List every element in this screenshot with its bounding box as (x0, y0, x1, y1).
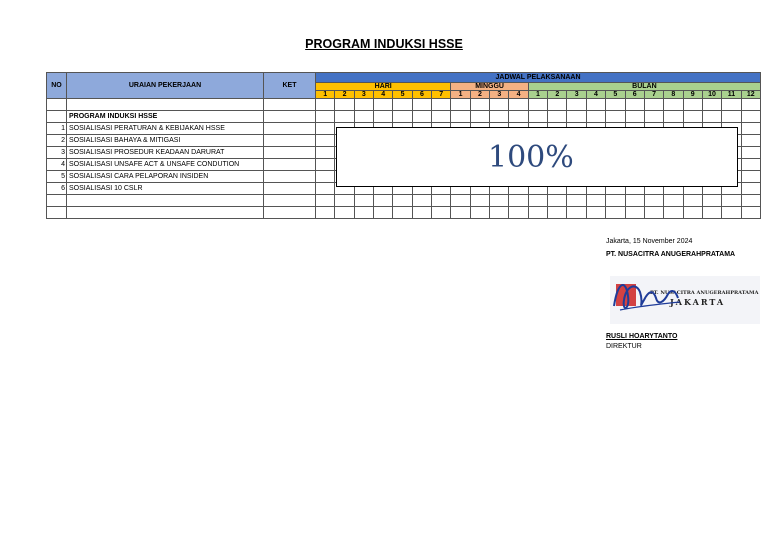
bulan-number: 7 (644, 91, 663, 99)
schedule-cell (567, 195, 586, 207)
row-description: SOSIALISASI UNSAFE ACT & UNSAFE CONDUTION (67, 159, 264, 171)
row-description: SOSIALISASI 10 CSLR (67, 183, 264, 195)
row-number (47, 207, 67, 219)
bulan-number: 9 (683, 91, 702, 99)
svg-text:PT. NUSACITRA ANUGERAHPRATAMA: PT. NUSACITRA ANUGERAHPRATAMA (650, 290, 759, 296)
schedule-cell (509, 207, 528, 219)
schedule-cell (644, 195, 663, 207)
schedule-cell (664, 195, 683, 207)
schedule-cell (393, 207, 412, 219)
blank-row (47, 195, 761, 207)
schedule-cell (412, 207, 431, 219)
schedule-cell (741, 147, 761, 159)
schedule-cell (702, 195, 721, 207)
schedule-cell (470, 99, 489, 111)
bulan-number: 2 (548, 91, 567, 99)
schedule-cell (432, 195, 451, 207)
row-ket (264, 195, 316, 207)
row-ket (264, 147, 316, 159)
row-description (67, 207, 264, 219)
header-no: NO (47, 73, 67, 99)
signature-company: PT. NUSACITRA ANUGERAHPRATAMA (606, 251, 736, 258)
completion-percentage: 100% (488, 140, 574, 175)
schedule-cell (528, 195, 547, 207)
row-description: SOSIALISASI BAHAYA & MITIGASI (67, 135, 264, 147)
schedule-cell (586, 195, 605, 207)
schedule-cell (393, 195, 412, 207)
schedule-cell (625, 195, 644, 207)
schedule-cell (722, 99, 741, 111)
svg-text:JAKARTA: JAKARTA (670, 297, 726, 307)
bulan-number: 3 (567, 91, 586, 99)
schedule-cell (683, 207, 702, 219)
schedule-cell (664, 99, 683, 111)
schedule-cell (451, 111, 470, 123)
schedule-cell (354, 195, 373, 207)
row-ket (264, 159, 316, 171)
schedule-cell (316, 123, 335, 135)
schedule-cell (374, 195, 393, 207)
signature-place-date: Jakarta, 15 November 2024 (606, 238, 693, 245)
schedule-cell (741, 171, 761, 183)
schedule-cell (451, 207, 470, 219)
schedule-cell (606, 195, 625, 207)
row-number: 2 (47, 135, 67, 147)
schedule-cell (316, 207, 335, 219)
bulan-number: 12 (741, 91, 761, 99)
minggu-number: 3 (490, 91, 509, 99)
schedule-cell (316, 135, 335, 147)
schedule-cell (528, 207, 547, 219)
header-bulan: BULAN (528, 83, 760, 91)
schedule-cell (316, 171, 335, 183)
row-number (47, 195, 67, 207)
schedule-cell (528, 99, 547, 111)
row-number: 5 (47, 171, 67, 183)
schedule-cell (432, 99, 451, 111)
header-jadwal: JADWAL PELAKSANAAN (316, 73, 761, 83)
schedule-cell (316, 99, 335, 111)
schedule-cell (741, 207, 761, 219)
row-number: 1 (47, 123, 67, 135)
schedule-cell (335, 207, 354, 219)
bulan-number: 4 (586, 91, 605, 99)
schedule-cell (374, 99, 393, 111)
schedule-cell (509, 111, 528, 123)
schedule-cell (509, 195, 528, 207)
schedule-cell (432, 207, 451, 219)
bulan-number: 10 (702, 91, 721, 99)
schedule-cell (567, 207, 586, 219)
schedule-cell (548, 99, 567, 111)
schedule-cell (335, 195, 354, 207)
schedule-cell (451, 195, 470, 207)
row-ket (264, 207, 316, 219)
row-description (67, 99, 264, 111)
schedule-cell (722, 111, 741, 123)
row-number: 6 (47, 183, 67, 195)
hari-number: 4 (374, 91, 393, 99)
schedule-cell (702, 111, 721, 123)
schedule-cell (393, 99, 412, 111)
hari-number: 7 (432, 91, 451, 99)
schedule-cell (528, 111, 547, 123)
row-number (47, 99, 67, 111)
schedule-cell (412, 99, 431, 111)
schedule-cell (470, 111, 489, 123)
schedule-cell (741, 135, 761, 147)
row-ket (264, 183, 316, 195)
schedule-cell (722, 207, 741, 219)
hari-number: 6 (412, 91, 431, 99)
row-description (67, 195, 264, 207)
row-description: SOSIALISASI CARA PELAPORAN INSIDEN (67, 171, 264, 183)
row-ket (264, 99, 316, 111)
schedule-cell (683, 99, 702, 111)
blank-row (47, 207, 761, 219)
header-row (47, 73, 761, 83)
hari-number: 5 (393, 91, 412, 99)
schedule-cell (683, 111, 702, 123)
minggu-number: 1 (451, 91, 470, 99)
schedule-cell (316, 183, 335, 195)
schedule-cell (625, 207, 644, 219)
bulan-number: 5 (606, 91, 625, 99)
row-description: PROGRAM INDUKSI HSSE (67, 111, 264, 123)
row-description: SOSIALISASI PERATURAN & KEBIJAKAN HSSE (67, 123, 264, 135)
header-minggu: MINGGU (451, 83, 528, 91)
schedule-cell (625, 99, 644, 111)
bulan-number: 1 (528, 91, 547, 99)
signatory-position: DIREKTUR (606, 343, 642, 350)
schedule-cell (741, 183, 761, 195)
schedule-cell (586, 99, 605, 111)
schedule-cell (664, 207, 683, 219)
minggu-number: 2 (470, 91, 489, 99)
schedule-cell (548, 111, 567, 123)
schedule-cell (606, 99, 625, 111)
minggu-number: 4 (509, 91, 528, 99)
schedule-cell (548, 207, 567, 219)
hari-number: 3 (354, 91, 373, 99)
schedule-cell (741, 195, 761, 207)
row-ket (264, 171, 316, 183)
schedule-cell (432, 111, 451, 123)
schedule-cell (354, 207, 373, 219)
schedule-cell (335, 99, 354, 111)
signatory-name: RUSLI HOARYTANTO (606, 333, 678, 340)
schedule-cell (316, 111, 335, 123)
schedule-cell (354, 111, 373, 123)
schedule-cell (567, 111, 586, 123)
schedule-cell (644, 207, 663, 219)
schedule-cell (567, 99, 586, 111)
schedule-cell (374, 207, 393, 219)
schedule-cell (335, 111, 354, 123)
schedule-cell (586, 111, 605, 123)
schedule-cell (354, 99, 373, 111)
schedule-cell (664, 111, 683, 123)
schedule-cell (470, 207, 489, 219)
schedule-cell (625, 111, 644, 123)
schedule-cell (374, 111, 393, 123)
schedule-cell (741, 99, 761, 111)
blank-row (47, 99, 761, 111)
bulan-number: 11 (722, 91, 741, 99)
schedule-cell (741, 111, 761, 123)
row-ket (264, 123, 316, 135)
header-ket: KET (264, 73, 316, 99)
schedule-cell (644, 99, 663, 111)
document-title: PROGRAM INDUKSI HSSE (305, 37, 463, 51)
schedule-cell (702, 99, 721, 111)
schedule-cell (393, 111, 412, 123)
row-description: SOSIALISASI PROSEDUR KEADAAN DARURAT (67, 147, 264, 159)
schedule-cell (722, 195, 741, 207)
bulan-number: 8 (664, 91, 683, 99)
row-number (47, 111, 67, 123)
schedule-cell (451, 99, 470, 111)
schedule-cell (412, 111, 431, 123)
signature-stamp-graphic (610, 276, 760, 324)
schedule-cell (509, 99, 528, 111)
schedule-cell (470, 195, 489, 207)
schedule-cell (316, 195, 335, 207)
header-hari: HARI (316, 83, 451, 91)
schedule-cell (490, 111, 509, 123)
hari-number: 1 (316, 91, 335, 99)
schedule-cell (490, 207, 509, 219)
schedule-cell (316, 159, 335, 171)
schedule-cell (741, 159, 761, 171)
schedule-cell (741, 123, 761, 135)
section-row (47, 111, 761, 123)
schedule-cell (490, 195, 509, 207)
schedule-cell (644, 111, 663, 123)
schedule-cell (412, 195, 431, 207)
row-number: 3 (47, 147, 67, 159)
schedule-cell (316, 147, 335, 159)
schedule-cell (548, 195, 567, 207)
schedule-cell (490, 99, 509, 111)
header-uraian: URAIAN PEKERJAAN (67, 73, 264, 99)
company-stamp-and-signature (610, 276, 760, 324)
schedule-cell (702, 207, 721, 219)
schedule-cell (683, 195, 702, 207)
row-number: 4 (47, 159, 67, 171)
bulan-number: 6 (625, 91, 644, 99)
schedule-cell (606, 207, 625, 219)
schedule-cell (586, 207, 605, 219)
hari-number: 2 (335, 91, 354, 99)
schedule-cell (606, 111, 625, 123)
row-ket (264, 111, 316, 123)
row-ket (264, 135, 316, 147)
